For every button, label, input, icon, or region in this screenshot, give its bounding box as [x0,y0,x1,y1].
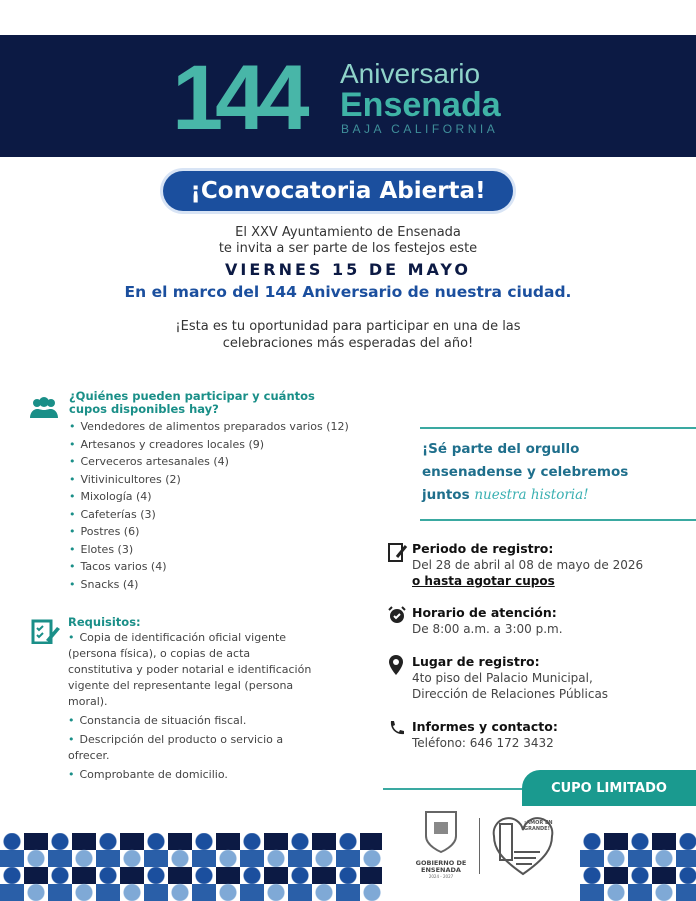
info-title: Periodo de registro: [412,541,554,556]
list-item: • Descripción del producto o servicio a ofrecer. [68,732,313,764]
list-item: • Elotes (3) [69,541,349,559]
info-detail: De 8:00 a.m. a 3:00 p.m. [412,622,563,636]
list-item: • Comprobante de domicilio. [68,767,313,783]
people-icon [29,396,59,422]
logo1-text: GOBIERNO DE ENSENADA [415,859,467,874]
info-detail: Dirección de Relaciones Públicas [412,687,609,701]
requirements-heading: Requisitos: [68,615,141,629]
info-detail: 4to piso del Palacio Municipal, [412,671,593,685]
anniversary-number: 144 [172,47,302,149]
list-item: • Snacks (4) [69,576,349,594]
tile-pattern [580,833,696,901]
info-detail: Teléfono: 646 172 3432 [412,736,554,750]
clipboard-check-icon [31,618,61,644]
event-date: VIERNES 15 DE MAYO [224,260,471,279]
list-item: • Constancia de situación fiscal. [68,713,313,729]
invite-line2: celebraciones más esperadas del año! [222,336,474,351]
list-item: • Cerveceros artesanales (4) [69,453,349,471]
logo1-years: 2024 - 2027 [428,874,454,879]
list-item: • Postres (6) [69,523,349,541]
slogan-line2: ensenadense y celebremos [422,464,629,480]
coat-of-arms-icon [420,808,462,856]
list-item: • Mixología (4) [69,488,349,506]
invite-line1: ¡Esta es tu oportunidad para participar en una de las [175,319,521,334]
info-emphasis: o hasta agotar cupos [412,574,555,588]
phone-icon [388,719,406,737]
slogan-line1: ¡Sé parte del orgullo [422,441,580,457]
list-item: • Vitivinicultores (2) [69,471,349,489]
header-line1: Aniversario [340,58,481,89]
divider [383,788,523,790]
header-line2: Ensenada [340,86,501,124]
intro-line2: te invita a ser parte de los festejos este [218,241,478,256]
list-item: • Artesanos y creadores locales (9) [69,436,349,454]
intro-line1: El XXV Ayuntamiento de Ensenada [235,225,461,240]
clipboard-pen-icon [388,541,408,563]
info-detail: Del 28 de abril al 08 de mayo de 2026 [412,558,644,572]
divider [420,519,696,521]
info-title: Informes y contacto: [412,719,558,734]
info-location [388,654,688,702]
location-pin-icon [388,654,404,676]
list-item: • Vendedores de alimentos preparados varios (12) [69,418,349,436]
requirements-list [68,630,313,783]
info-registration-period [388,541,688,589]
participants-list [69,418,349,593]
list-item: • Tacos varios (4) [69,558,349,576]
tile-pattern [0,833,382,901]
header-line3: BAJA CALIFORNIA [341,122,499,136]
logo2-text: ¡AMOR EN GRANDE! [524,820,553,832]
info-title: Lugar de registro: [412,654,540,669]
alarm-clock-icon [388,605,406,625]
info-title: Horario de atención: [412,605,557,620]
title-pill: ¡Convocatoria Abierta! [163,171,513,211]
slogan-line3a: juntos [422,487,470,503]
slogan-script: nuestra historia! [474,487,589,503]
list-item: • Copia de identificación oficial vigente (persona física), o copias de acta constitutiva y poder notarial e identificación vigente del representante legal (persona moral). [68,630,313,710]
amor-en-grande-logo [490,812,556,878]
info-contact [388,719,688,751]
event-context: En el marco del 144 Aniversario de nuestra ciudad. [124,283,572,301]
slogan [422,438,628,507]
limited-spots-badge: CUPO LIMITADO [522,770,696,806]
list-item: • Cafeterías (3) [69,506,349,524]
info-hours [388,605,688,637]
divider [420,427,696,429]
participants-heading: ¿Quiénes pueden participar y cuántos cupos disponibles hay? [69,389,315,416]
gobierno-ensenada-logo [410,808,472,879]
logo-divider [479,818,480,874]
